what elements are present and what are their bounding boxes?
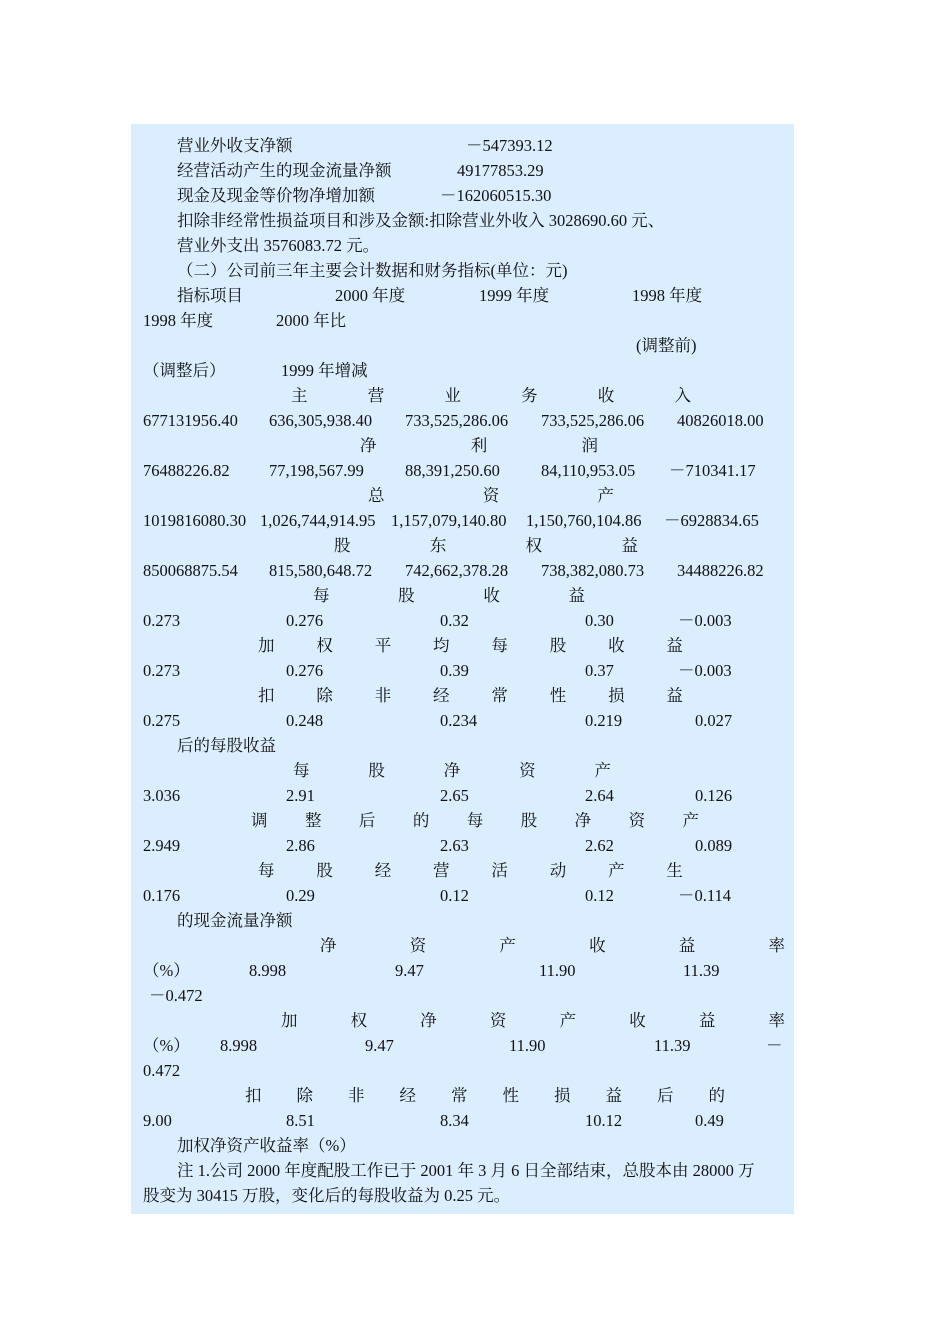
cell: 0.30 (585, 611, 614, 630)
row-label-char: 业 (444, 386, 461, 405)
row-label-char: 润 (581, 436, 598, 455)
cell: 11.39 (683, 961, 720, 980)
cell: 8.34 (440, 1111, 469, 1130)
row-label-char: 非 (348, 1086, 365, 1105)
cell: 9.00 (143, 1111, 172, 1130)
row-label-char: 每 (491, 636, 508, 655)
row-label-char: 性 (502, 1086, 519, 1105)
row-label-char: 除 (316, 686, 333, 705)
row-label-char: 损 (554, 1086, 571, 1105)
row-label-char: 净 (320, 936, 337, 955)
cell: 733,525,286.06 (541, 411, 645, 430)
cell: 0.29 (286, 886, 315, 905)
cell: 636,305,938.40 (269, 411, 373, 430)
row-label (334, 536, 638, 556)
row-label-char: 股 (316, 861, 333, 880)
row-label (320, 936, 785, 956)
row-label-char: 经 (374, 861, 392, 880)
row-label-char: 资 (409, 936, 427, 955)
row-label-char: 调 (251, 811, 268, 830)
row-label-tail: 后的每股收益 (177, 736, 276, 755)
cell: 0.472 (143, 1061, 181, 1080)
row-label-char: 权 (316, 636, 333, 655)
row-label-char: 平 (374, 636, 392, 655)
row-label-char: 常 (451, 1086, 468, 1105)
row-label-char: 率 (768, 936, 785, 955)
row-label (360, 436, 598, 456)
row-label-char: 产 (682, 811, 699, 830)
cell: 738,382,080.73 (541, 561, 645, 580)
row-label-char: 每 (293, 761, 310, 780)
cell: 34488226.82 (677, 561, 764, 580)
row-label-char: 净 (574, 811, 592, 830)
header-2000: 2000 年度 (335, 286, 406, 305)
row-label-char: 动 (549, 861, 567, 880)
cell: 2.62 (585, 836, 614, 855)
cell: 677131956.40 (143, 411, 238, 430)
row-label-tail: 的现金流量净额 (177, 911, 293, 930)
cell: －0.003 (678, 661, 732, 680)
header-1999: 1999 年度 (479, 286, 550, 305)
row-label-char: 务 (521, 386, 538, 405)
row-label-char: 净 (420, 1011, 437, 1030)
deduct-line1: 扣除非经常性损益项目和涉及金额:扣除营业外收入 3028690.60 元、 (177, 211, 665, 230)
cell: 815,580,648.72 (269, 561, 373, 580)
row-label-char: 权 (350, 1011, 368, 1030)
row-label-char: 经 (399, 1086, 416, 1105)
row-label-char: 后 (657, 1086, 674, 1105)
note-line2: 股变为 30415 万股，变化后的每股收益为 0.25 元。 (143, 1186, 511, 1205)
row-label-char: 益 (568, 586, 585, 605)
row-label-char: 每 (466, 811, 484, 830)
cell: 2.63 (440, 836, 469, 855)
row-label-char: 的 (412, 811, 430, 830)
row-label-char: 股 (334, 536, 351, 555)
cell: 0.12 (585, 886, 614, 905)
cell: 1,026,744,914.95 (260, 511, 376, 530)
row-label-char: 益 (698, 1011, 716, 1030)
cell: 0.176 (143, 886, 181, 905)
opcash-value: 49177853.29 (457, 161, 544, 180)
deduct-line2: 营业外支出 3576083.72 元。 (177, 236, 380, 255)
row-label-char: 益 (605, 1086, 622, 1105)
cell: 1,150,760,104.86 (526, 511, 642, 530)
cell: 9.47 (395, 961, 424, 980)
cell: 0.276 (286, 611, 324, 630)
row-label-char: 收 (483, 586, 500, 605)
cell: 11.90 (539, 961, 576, 980)
row-label-char: 收 (589, 936, 606, 955)
row-label-char: 资 (489, 1011, 507, 1030)
row-label-char: 非 (374, 686, 392, 705)
row-label-char: 益 (666, 636, 683, 655)
cell: 0.219 (585, 711, 623, 730)
row-label-char: 营 (367, 386, 385, 405)
cell: 8.51 (286, 1111, 315, 1130)
row-label-char: 资 (628, 811, 646, 830)
cell: 733,525,286.06 (405, 411, 509, 430)
row-label-char: 除 (296, 1086, 313, 1105)
note-line1: 注 1.公司 2000 年度配股工作已于 2001 年 3 月 6 日全部结束，总股本由 28000 万 (177, 1161, 755, 1180)
section-title: （二）公司前三年主要会计数据和财务指标(单位：元) (177, 261, 568, 280)
row-label-char: 常 (491, 686, 508, 705)
row-label-char: 益 (678, 936, 696, 955)
header-item: 指标项目 (177, 286, 243, 305)
cell: 2.65 (440, 786, 469, 805)
cash-value: －162060515.30 (440, 186, 552, 205)
header-after: （调整后） (143, 361, 226, 380)
header-cmp: 2000 年比 (276, 311, 347, 330)
cell: －710341.17 (669, 461, 756, 480)
header-1998a: 1998 年度 (632, 286, 703, 305)
header-before: (调整前) (636, 336, 697, 355)
cell: 0.275 (143, 711, 181, 730)
cell: 742,662,378.28 (405, 561, 509, 580)
row-label-char: 活 (491, 861, 508, 880)
row-label-char: 均 (433, 636, 450, 655)
row-label-char: 主 (291, 386, 308, 405)
cell: 11.39 (654, 1036, 691, 1055)
cell: 850068875.54 (143, 561, 238, 580)
row-label-char: 产 (559, 1011, 577, 1030)
row-label-char: 产 (608, 861, 625, 880)
cell: 0.234 (440, 711, 478, 730)
row-label-char: 经 (433, 686, 450, 705)
nonop-label: 营业外收支净额 (177, 136, 293, 155)
row-label-char: 的 (708, 1086, 725, 1105)
row-label-char: 益 (666, 686, 683, 705)
header-1998b: 1998 年度 (143, 311, 214, 330)
cell: －0.472 (149, 986, 203, 1005)
row-label-char: 生 (666, 861, 683, 880)
cell: 2.949 (143, 836, 181, 855)
cell: 88,391,250.60 (405, 461, 500, 480)
row-label-char: 资 (482, 486, 500, 505)
cell: 10.12 (585, 1111, 623, 1130)
row-label-char: 扣 (258, 686, 275, 705)
row-label-char: 净 (360, 436, 377, 455)
cell: 0.248 (286, 711, 324, 730)
cell: 0.273 (143, 661, 181, 680)
cell: 84,110,953.05 (541, 461, 636, 480)
row-label-char: 入 (674, 386, 691, 405)
cell: 0.37 (585, 661, 614, 680)
row-label-char: 总 (368, 486, 385, 505)
row-label-char: 资 (519, 761, 536, 780)
row-label (258, 861, 683, 881)
row-label-char: 加 (258, 636, 275, 655)
cell: 0.12 (440, 886, 469, 905)
cell: 2.64 (585, 786, 614, 805)
cell: 0.32 (440, 611, 469, 630)
cell: 76488226.82 (143, 461, 230, 480)
cell: 8.998 (249, 961, 287, 980)
cell: （%） (143, 1036, 190, 1055)
row-label-char: 性 (549, 686, 567, 705)
row-label-char: 扣 (245, 1086, 262, 1105)
row-label-char: 净 (443, 761, 461, 780)
row-label-char: 股 (520, 811, 538, 830)
row-label-tail: 加权净资产收益率（%） (177, 1136, 356, 1155)
row-label (313, 586, 585, 606)
row-label (281, 1011, 785, 1031)
row-label-char: 股 (368, 761, 385, 780)
cell: 0.126 (695, 786, 733, 805)
row-label-char: 每 (313, 586, 330, 605)
row-label-char: 收 (597, 386, 615, 405)
row-label-char: 权 (525, 536, 543, 555)
cell: 0.089 (695, 836, 733, 855)
cell: 0.49 (695, 1111, 724, 1130)
row-label-char: 损 (608, 686, 625, 705)
row-label (293, 761, 611, 781)
cell: 11.90 (509, 1036, 546, 1055)
row-label-char: 后 (358, 811, 376, 830)
row-label-char: 收 (608, 636, 625, 655)
row-label (368, 486, 614, 506)
cell: 2.91 (286, 786, 315, 805)
row-label-char: 整 (304, 811, 322, 830)
row-label-char: 股 (549, 636, 567, 655)
nonop-value: －547393.12 (466, 136, 553, 155)
row-label (258, 686, 683, 706)
row-label (258, 636, 683, 656)
cell: －0.003 (678, 611, 732, 630)
row-label-char: 股 (398, 586, 415, 605)
cell: 40826018.00 (677, 411, 764, 430)
row-label (291, 386, 691, 406)
cell: －0.114 (678, 886, 732, 905)
row-label-char: 利 (470, 436, 488, 455)
row-label (251, 811, 699, 831)
cell: 8.998 (220, 1036, 258, 1055)
cell: － (766, 1036, 783, 1055)
cell: 77,198,567.99 (269, 461, 364, 480)
cell: 1,157,079,140.80 (391, 511, 507, 530)
cell: 0.276 (286, 661, 324, 680)
row-label-char: 产 (597, 486, 614, 505)
opcash-label: 经营活动产生的现金流量净额 (177, 161, 392, 180)
row-label-char: 每 (258, 861, 275, 880)
cell: 9.47 (365, 1036, 394, 1055)
row-label-char: 东 (429, 536, 447, 555)
row-label-char: 率 (768, 1011, 785, 1030)
row-label-char: 益 (621, 536, 638, 555)
cell: 0.027 (695, 711, 733, 730)
row-label-char: 产 (499, 936, 516, 955)
document-page (131, 124, 794, 1214)
row-label-char: 加 (281, 1011, 298, 1030)
cell: 0.39 (440, 661, 469, 680)
cell: 0.273 (143, 611, 181, 630)
cash-label: 现金及现金等价物净增加额 (177, 186, 375, 205)
cell: 2.86 (286, 836, 315, 855)
cell: 3.036 (143, 786, 181, 805)
row-label-char: 产 (594, 761, 611, 780)
header-cmp2: 1999 年增减 (281, 361, 368, 380)
cell: －6928834.65 (664, 511, 759, 530)
row-label (245, 1086, 725, 1106)
row-label-char: 营 (433, 861, 450, 880)
cell: （%） (143, 961, 190, 980)
cell: 1019816080.30 (143, 511, 247, 530)
row-label-char: 收 (629, 1011, 646, 1030)
